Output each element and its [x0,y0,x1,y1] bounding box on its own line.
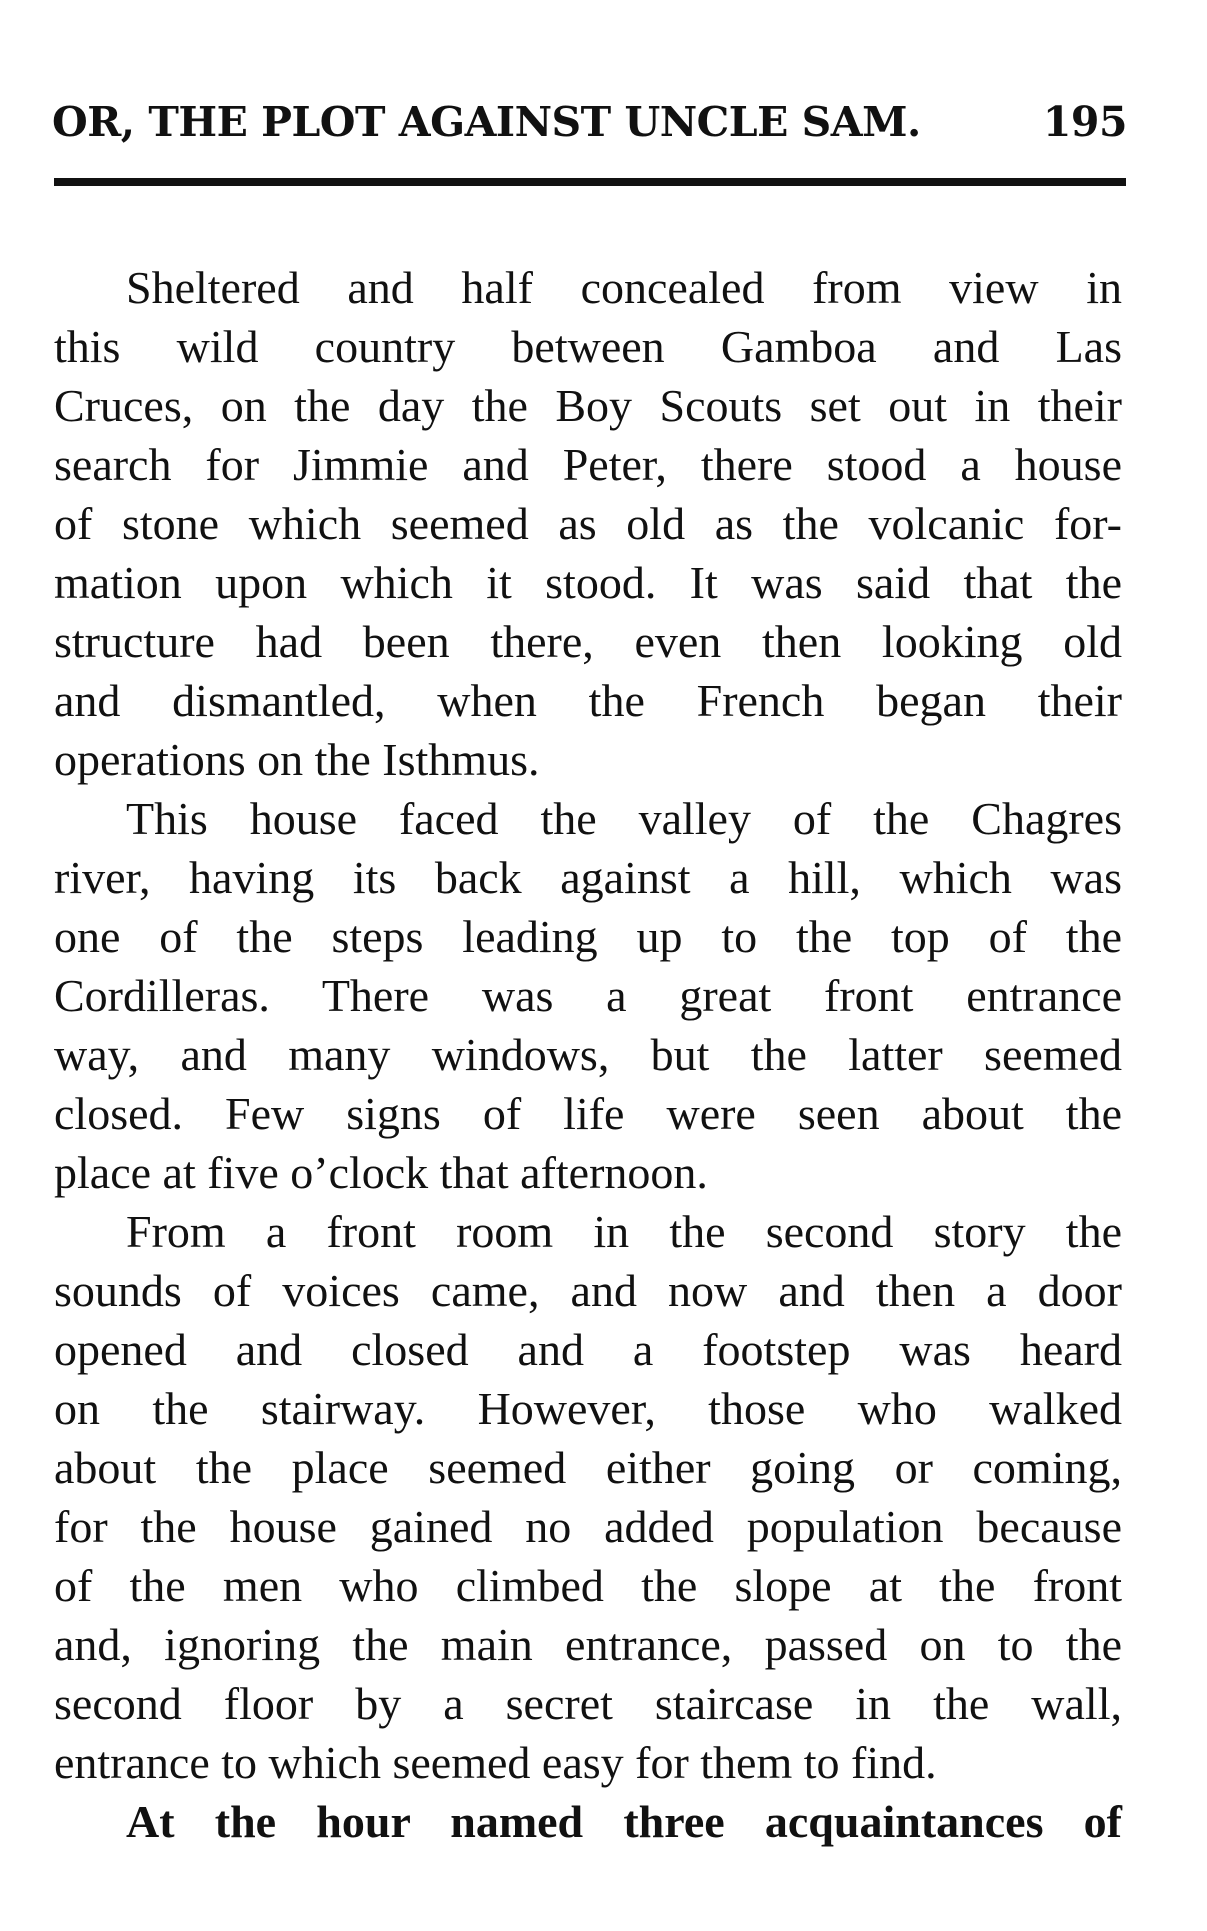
text-line: of stone which seemed as old as the volcanic for- [54,498,1122,549]
text-line: second floor by a secret staircase in the wall, [54,1678,1122,1729]
text-line: search for Jimmie and Peter, there stood a house [54,439,1122,490]
text-line: and dismantled, when the French began their [54,675,1122,726]
text-line: entrance to which seemed easy for them to find. [54,1737,937,1788]
text-line: Sheltered and half concealed from view in [126,262,1122,313]
text-line: This house faced the valley of the Chagres [126,793,1122,844]
running-title: OR, THE PLOT AGAINST UNCLE SAM. [52,98,921,146]
text-line: mation upon which it stood. It was said that the [54,557,1122,608]
text-line: this wild country between Gamboa and Las [54,321,1122,372]
text-line: one of the steps leading up to the top of the [54,911,1122,962]
text-line: river, having its back against a hill, which was [54,852,1122,903]
text-line: opened and closed and a footstep was heard [54,1324,1122,1375]
text-line: operations on the Isthmus. [54,734,540,785]
text-line: Cordilleras. There was a great front entrance [54,970,1122,1021]
text-line: At the hour named three acquaintances of [126,1796,1122,1847]
text-line: and, ignoring the main entrance, passed on to the [54,1619,1122,1670]
text-line: about the place seemed either going or coming, [54,1442,1122,1493]
text-line: place at five o’clock that afternoon. [54,1147,708,1198]
body-text [54,258,1122,1851]
page-number: 195 [1042,98,1127,146]
running-head [52,92,1127,152]
text-line: of the men who climbed the slope at the front [54,1560,1122,1611]
text-line: structure had been there, even then looking old [54,616,1122,667]
text-line: closed. Few signs of life were seen about the [54,1088,1122,1139]
text-line: Cruces, on the day the Boy Scouts set out in their [54,380,1122,431]
text-line: for the house gained no added population because [54,1501,1122,1552]
header-rule [54,178,1126,186]
text-line: sounds of voices came, and now and then a door [54,1265,1122,1316]
text-line: From a front room in the second story the [126,1206,1122,1257]
text-line: way, and many windows, but the latter seemed [54,1029,1122,1080]
text-line: on the stairway. However, those who walked [54,1383,1122,1434]
